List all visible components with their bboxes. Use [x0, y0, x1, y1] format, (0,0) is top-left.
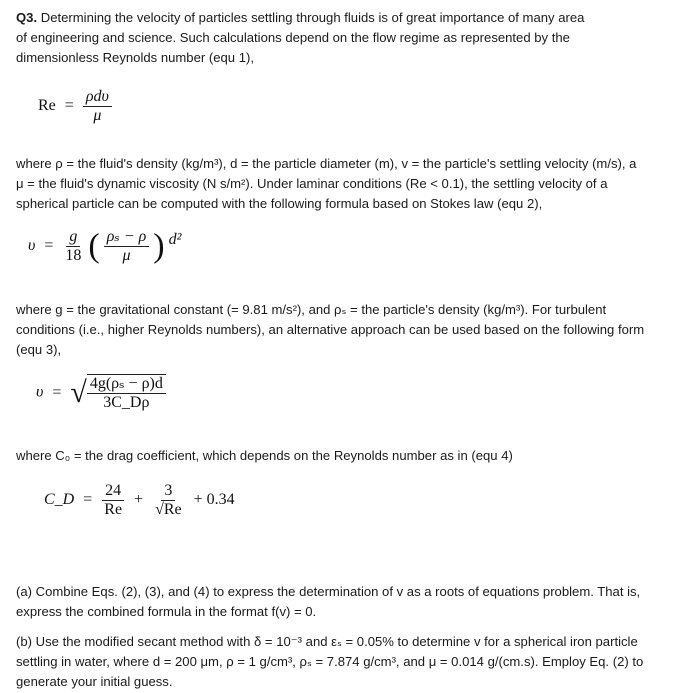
eq2-tail: d²: [168, 231, 182, 249]
para2-line-3: spherical particle can be computed with the following formula based on Stokes law (equ 2),: [16, 196, 543, 211]
eq4-t1-numerator: 24: [102, 482, 124, 501]
eq3-numerator: 4g(ρₛ − ρ)d: [87, 375, 166, 394]
para2-line-1: where ρ = the fluid's density (kg/m³), d = the particle diameter (m), v = the particle's settling velocity (m/s), a: [16, 156, 637, 171]
equation-reynolds: [38, 88, 112, 125]
eq4-plus: +: [134, 491, 144, 509]
parta-line-1: (a) Combine Eqs. (2), (3), and (4) to express the determination of v as a roots of equations problem. That is,: [16, 584, 641, 599]
eq4-lhs: C_D: [44, 491, 75, 509]
eq2-lhs: υ: [28, 237, 36, 255]
eq2-coefficient: [62, 228, 84, 265]
eq3-radical-sign: √: [70, 376, 87, 409]
drag-paragraph: [16, 446, 696, 466]
equation-turbulent: [36, 374, 166, 412]
eq2-right-paren: ): [153, 227, 165, 265]
eq1-numerator: ρdυ: [83, 88, 112, 107]
eq3-denominator: 3C_Dρ: [103, 394, 150, 411]
eq3-equals: =: [52, 383, 62, 401]
eq1-fraction: [83, 88, 112, 125]
eq4-term1: [101, 482, 125, 519]
eq2-fraction: [104, 228, 150, 265]
eq2-numerator: ρₛ − ρ: [104, 228, 150, 247]
definitions-paragraph: [16, 154, 696, 214]
eq2-denominator: μ: [122, 247, 131, 264]
parta-line-2: express the combined formula in the format f(v) = 0.: [16, 604, 317, 619]
eq1-equals: =: [64, 97, 74, 115]
part-b: [16, 632, 696, 692]
para2-line-2: μ = the fluid's dynamic viscosity (N s/m²). Under laminar conditions (Re < 0.1), the settling velocity of a: [16, 176, 608, 191]
equation-stokes: [28, 228, 181, 265]
question-label: Q3.: [16, 10, 38, 25]
eq3-radicand: [87, 374, 166, 412]
eq4-t2-numerator: 3: [161, 482, 175, 501]
intro-line-3: dimensionless Reynolds number (equ 1),: [16, 50, 254, 65]
equation-drag: [44, 482, 240, 519]
para3-line-2: conditions (i.e., higher Reynolds numbers), an alternative approach can be used based on the following form: [16, 322, 645, 337]
para3-line-3: (equ 3),: [16, 342, 62, 357]
eq1-lhs: Re: [38, 97, 56, 115]
partb-line-2: settling in water, where d = 200 μm, ρ = 1 g/cm³, ρₛ = 7.874 g/cm³, and μ = 0.014 g/(cm.s). Employ Eq. (2) to: [16, 654, 644, 669]
eq1-denominator: μ: [93, 107, 102, 124]
eq3-fraction: [87, 375, 166, 412]
para4-line: where C₀ = the drag coefficient, which depends on the Reynolds number as in (equ 4): [16, 448, 513, 463]
eq2-left-paren: (: [88, 227, 100, 265]
part-a: [16, 582, 696, 622]
intro-line-2: of engineering and science. Such calculations depend on the flow regime as represented by the: [16, 30, 570, 45]
intro-paragraph: [16, 8, 696, 68]
para3-line-1: where g = the gravitational constant (= 9.81 m/s²), and ρₛ = the particle's density (kg/m³). For turbulent: [16, 302, 607, 317]
eq4-t2-denominator: √Re: [155, 501, 182, 518]
partb-line-3: generate your initial guess.: [16, 674, 173, 689]
eq4-term2: [152, 482, 185, 519]
turbulent-paragraph: [16, 300, 696, 360]
eq2-equals: =: [44, 237, 54, 255]
eq2-coef-denominator: 18: [65, 247, 82, 264]
eq4-equals: =: [83, 491, 93, 509]
eq4-tail: + 0.34: [193, 491, 235, 509]
eq2-coef-numerator: g: [66, 228, 80, 247]
intro-line-1: Q3. Determining the velocity of particles settling through fluids is of great importance of many area: [16, 10, 585, 25]
partb-line-1: (b) Use the modified secant method with δ = 10⁻³ and εₛ = 0.05% to determine v for a spherical iron particle: [16, 634, 638, 649]
eq3-lhs: υ: [36, 383, 44, 401]
eq4-t1-denominator: Re: [104, 501, 123, 518]
